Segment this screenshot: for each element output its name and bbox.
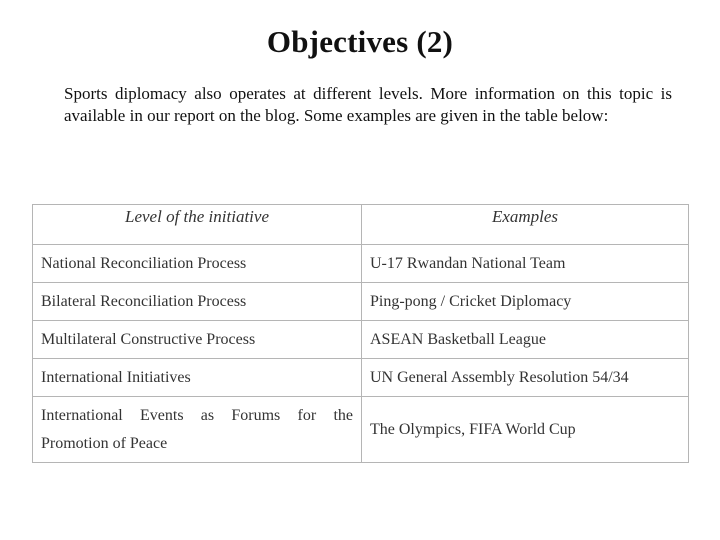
level-cell: International Initiatives [33,359,362,397]
table-row [33,283,689,321]
level-cell: National Reconciliation Process [33,245,362,283]
example-cell: UN General Assembly Resolution 54/34 [362,359,689,397]
table-row [33,397,689,463]
intro-text: Sports diplomacy also operates at different levels. More information on this topic is available in our report on the blog. Some examples are given in the table below: [64,84,672,125]
example-cell: ASEAN Basketball League [362,321,689,359]
table-header-row [33,205,689,245]
slide-title: Objectives (2) [266,24,454,59]
table-row [33,321,689,359]
header-examples: Examples [362,205,689,245]
table-row [33,359,689,397]
example-cell: The Olympics, FIFA World Cup [362,397,689,463]
level-cell: Multilateral Constructive Process [33,321,362,359]
table-row [33,245,689,283]
intro-paragraph [64,83,672,127]
example-cell: U-17 Rwandan National Team [362,245,689,283]
header-level: Level of the initiative [33,205,362,245]
example-cell: Ping-pong / Cricket Diplomacy [362,283,689,321]
examples-table [32,204,689,463]
level-cell: International Events as Forums for the Promotion of Peace [33,397,362,463]
level-cell: Bilateral Reconciliation Process [33,283,362,321]
